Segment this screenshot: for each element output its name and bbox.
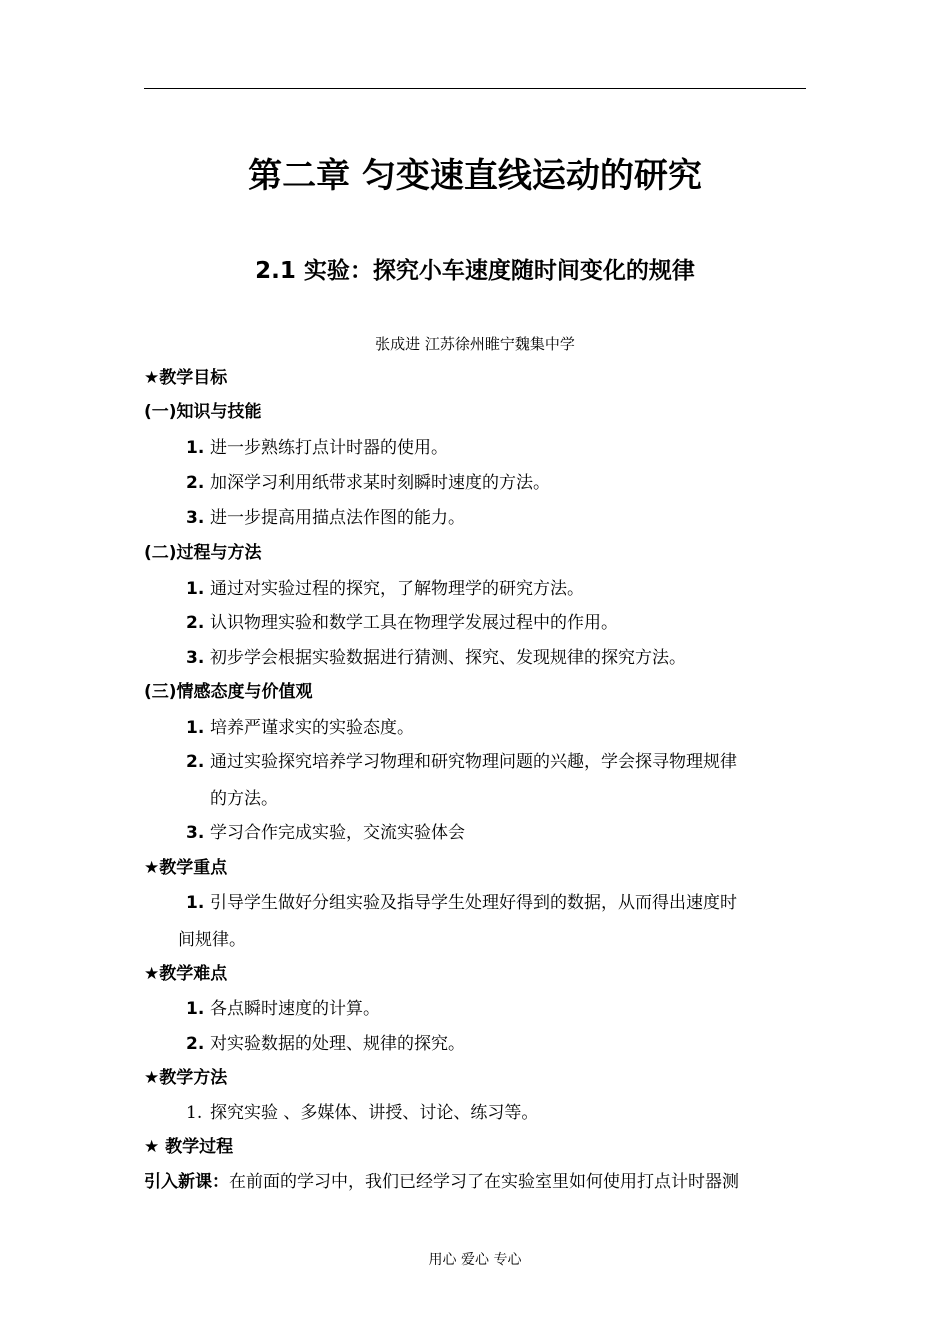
methods-heading: ★教学方法: [144, 1068, 228, 1088]
list-item-continuation: 的方法。: [210, 789, 278, 809]
list-item: 1. 探究实验 、多媒体、讲授、讨论、练习等。: [186, 1103, 539, 1123]
goals-sub3-heading: (三)情感态度与价值观: [144, 682, 313, 702]
process-intro: [144, 1170, 739, 1194]
list-item: 2. 对实验数据的处理、规律的探究。: [186, 1034, 465, 1054]
list-item: 3. 进一步提高用描点法作图的能力。: [186, 508, 465, 528]
difficulties-heading: ★教学难点: [144, 964, 228, 984]
list-item: 2. 认识物理实验和数学工具在物理学发展过程中的作用。: [186, 613, 618, 633]
list-item-continuation: 间规律。: [178, 930, 246, 950]
list-item: 2. 通过实验探究培养学习物理和研究物理问题的兴趣，学会探寻物理规律: [186, 752, 737, 772]
intro-text: 在前面的学习中，我们已经学习了在实验室里如何使用打点计时器测: [229, 1172, 739, 1192]
header-rule: [144, 88, 806, 89]
page-footer: 用心 爱心 专心: [428, 1252, 522, 1268]
goals-sub2-heading: (二)过程与方法: [144, 543, 262, 563]
section-title: 2.1 实验：探究小车速度随时间变化的规律: [255, 258, 695, 284]
list-item: 3. 学习合作完成实验，交流实验体会: [186, 823, 465, 843]
key-points-heading: ★教学重点: [144, 858, 228, 878]
goals-heading: ★教学目标: [144, 368, 228, 388]
chapter-title: 第二章 匀变速直线运动的研究: [248, 156, 702, 196]
list-item: 1. 各点瞬时速度的计算。: [186, 999, 380, 1019]
list-item: 1. 进一步熟练打点计时器的使用。: [186, 438, 448, 458]
author-line: 张成进 江苏徐州睢宁魏集中学: [375, 335, 575, 353]
intro-label: 引入新课：: [144, 1172, 229, 1192]
list-item: 2. 加深学习利用纸带求某时刻瞬时速度的方法。: [186, 473, 550, 493]
list-item: 1. 引导学生做好分组实验及指导学生处理好得到的数据，从而得出速度时: [186, 893, 737, 913]
list-item: 1. 通过对实验过程的探究，了解物理学的研究方法。: [186, 579, 584, 599]
process-heading: ★ 教学过程: [144, 1137, 234, 1157]
goals-sub1-heading: (一)知识与技能: [144, 402, 262, 422]
list-item: 1. 培养严谨求实的实验态度。: [186, 718, 414, 738]
list-item: 3. 初步学会根据实验数据进行猜测、探究、发现规律的探究方法。: [186, 648, 686, 668]
